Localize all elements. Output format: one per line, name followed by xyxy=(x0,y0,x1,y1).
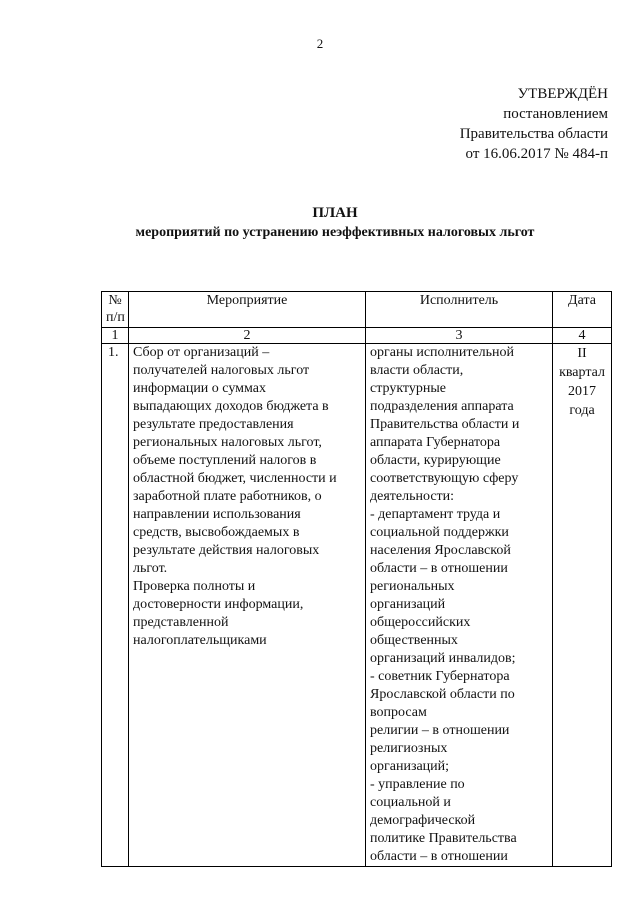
header-activity: Мероприятие xyxy=(129,292,366,328)
executor-line: - советник Губернатора xyxy=(370,669,510,684)
date-line: года xyxy=(569,403,595,418)
header-date: Дата xyxy=(553,292,612,328)
executor-line: демографической xyxy=(370,813,476,828)
executor-line: населения Ярославской xyxy=(370,543,511,558)
column-number-1: 1 xyxy=(102,328,129,344)
header-number-line-1: № xyxy=(108,293,122,308)
table-row xyxy=(102,344,612,867)
date-line: II xyxy=(577,346,587,361)
column-number-3: 3 xyxy=(366,328,553,344)
executor-line: области, курирующие xyxy=(370,453,501,468)
header-executor: Исполнитель xyxy=(366,292,553,328)
activity-line: направлении использования xyxy=(133,507,301,522)
executor-line: общероссийских xyxy=(370,615,471,630)
approval-line-3: Правительства области xyxy=(459,126,608,142)
executor-line: аппарата Губернатора xyxy=(370,435,501,450)
row-activity xyxy=(129,344,366,867)
activity-line: областной бюджет, численности и xyxy=(133,471,337,486)
row-date xyxy=(553,344,612,867)
activity-line: Сбор от организаций – xyxy=(133,345,270,360)
activity-line: достоверности информации, xyxy=(133,597,304,612)
activity-line: выпадающих доходов бюджета в xyxy=(133,399,329,414)
executor-line: политике Правительства xyxy=(370,831,517,846)
plan-table xyxy=(101,291,612,867)
executor-line: - департамент труда и xyxy=(370,507,501,522)
table-header-row xyxy=(102,292,612,328)
header-number-line-2: п/п xyxy=(106,310,125,325)
executor-line: власти области, xyxy=(370,363,464,378)
activity-line: получателей налоговых льгот xyxy=(133,363,310,378)
executor-line: социальной и xyxy=(370,795,451,810)
executor-line: области – в отношении xyxy=(370,561,508,576)
executor-line: органы исполнительной xyxy=(370,345,515,360)
executor-line: организаций; xyxy=(370,759,450,774)
approval-line-4: от 16.06.2017 № 484-п xyxy=(465,146,608,162)
column-number-2: 2 xyxy=(129,328,366,344)
executor-line: организаций инвалидов; xyxy=(370,651,516,666)
executor-line: структурные xyxy=(370,381,446,396)
document-heading xyxy=(100,203,570,243)
activity-line: налогоплательщиками xyxy=(133,633,267,648)
date-line: 2017 xyxy=(568,384,596,399)
activity-line: результате действия налоговых xyxy=(133,543,320,558)
executor-line: религии – в отношении xyxy=(370,723,510,738)
activity-line: средств, высвобождаемых в xyxy=(133,525,300,540)
executor-line: организаций xyxy=(370,597,446,612)
approval-line-2: постановлением xyxy=(503,106,608,122)
document-subtitle: мероприятий по устранению неэффективных налоговых льгот xyxy=(135,225,535,240)
document-title: ПЛАН xyxy=(312,205,358,221)
activity-line: льгот. xyxy=(133,561,168,576)
activity-line: объеме поступлений налогов в xyxy=(133,453,317,468)
executor-line: - управление по xyxy=(370,777,465,792)
executor-line: области – в отношении xyxy=(370,849,508,864)
executor-line: вопросам xyxy=(370,705,427,720)
row-executor xyxy=(366,344,553,867)
activity-line: информации о суммах xyxy=(133,381,266,396)
executor-line: региональных xyxy=(370,579,455,594)
executor-line: социальной поддержки xyxy=(370,525,509,540)
activity-line: Проверка полноты и xyxy=(133,579,256,594)
row-number: 1. xyxy=(102,344,129,867)
date-line: квартал xyxy=(559,365,605,380)
activity-line: региональных налоговых льгот, xyxy=(133,435,322,450)
approval-line-1: УТВЕРЖДЁН xyxy=(517,86,608,102)
executor-line: соответствующую сферу xyxy=(370,471,519,486)
executor-line: общественных xyxy=(370,633,458,648)
page-number: 2 xyxy=(316,36,324,51)
executor-line: Правительства области и xyxy=(370,417,520,432)
activity-line: заработной плате работников, о xyxy=(133,489,322,504)
activity-line: представленной xyxy=(133,615,229,630)
executor-line: Ярославской области по xyxy=(370,687,515,702)
header-number xyxy=(102,292,129,328)
executor-line: религиозных xyxy=(370,741,448,756)
column-number-4: 4 xyxy=(553,328,612,344)
approval-stamp xyxy=(460,84,608,164)
column-numbers-row xyxy=(102,328,612,344)
executor-line: подразделения аппарата xyxy=(370,399,514,414)
activity-line: результате предоставления xyxy=(133,417,294,432)
executor-line: деятельности: xyxy=(370,489,455,504)
